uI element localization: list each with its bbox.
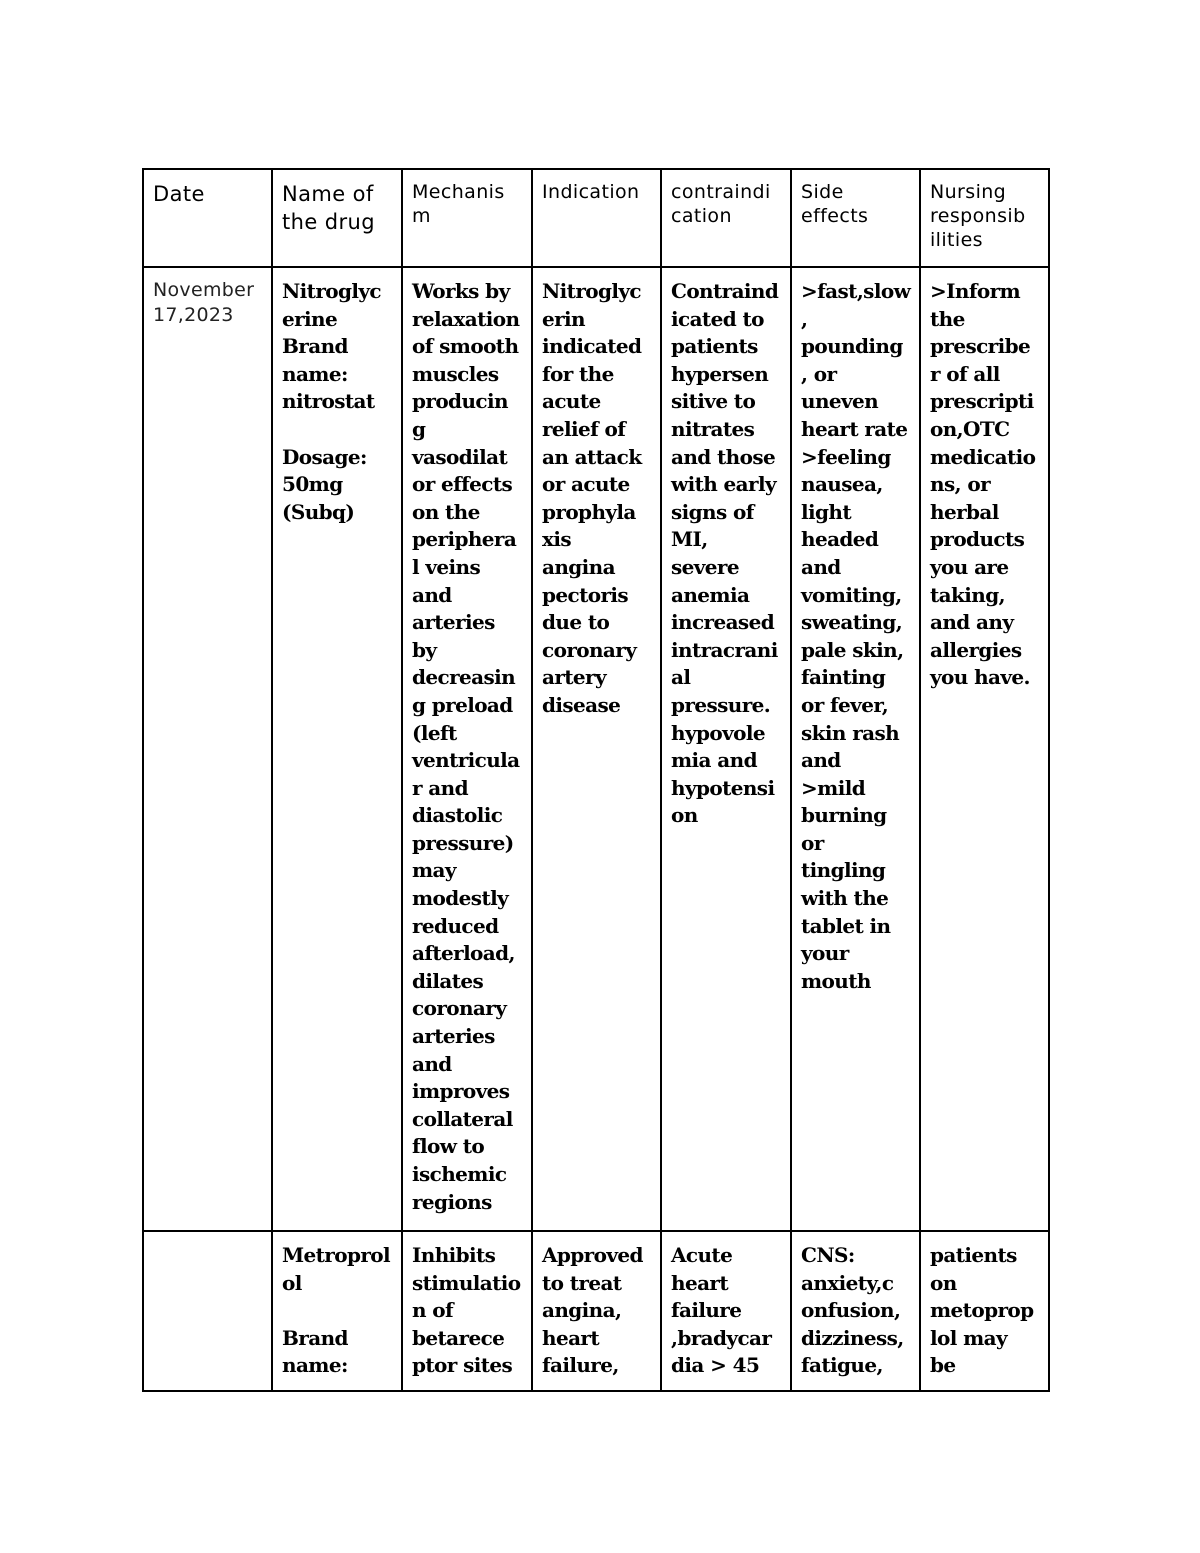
cell-mechanism [402, 267, 532, 1231]
cell-contraindication [661, 267, 791, 1231]
header-cell-indication [532, 169, 661, 267]
indication-text: Nitroglyc erin indicated for the acute relief of an attack or acute prophyla xis angina pectoris due to coronary artery disease [542, 279, 642, 717]
cell-indication [532, 267, 661, 1231]
nursing-text: >Inform the prescribe r of all prescripti on,OTC medicatio ns, or herbal products you are taking, and any allergies you have. [930, 279, 1036, 690]
drug-study-table [142, 168, 1050, 1392]
mechanism-text: Works by relaxation of smooth muscles producin g vasodilat or effects on the periphera l veins and arteries by decreasin g preload (left ventricula r and diastolic pressure) may modestly reduced afterload, dilates coronary arteries and improves collateral flow to ischemic regions [412, 279, 520, 1214]
cell-side-effects [791, 267, 920, 1231]
header-cell-date [143, 169, 272, 267]
header-cell-mechanism [402, 169, 532, 267]
cell-nursing [920, 1231, 1049, 1391]
table-row [143, 1231, 1049, 1391]
cell-indication [532, 1231, 661, 1391]
header-drug-name-label: Name of the drug [282, 182, 375, 234]
side-effects-text: >fast,slow , pounding , or uneven heart rate >feeling nausea, light headed and vomiting, sweating, pale skin, fainting or fever, skin rash and >mild burning or tingling with the tablet in your mouth [801, 279, 911, 993]
cell-date [143, 1231, 272, 1391]
cell-date [143, 267, 272, 1231]
cell-drug-name [272, 1231, 402, 1391]
header-cell-drug-name [272, 169, 402, 267]
cell-nursing [920, 267, 1049, 1231]
nursing-text: patients on metoprop lol may be [930, 1243, 1034, 1378]
cell-contraindication [661, 1231, 791, 1391]
contraindication-text: Contraind icated to patients hypersen sitive to nitrates and those with early signs of MI, severe anemia increased intracrani al pressure. hypovole mia and hypotensi on [671, 279, 779, 828]
header-indication-label: Indication [542, 181, 640, 203]
header-cell-nursing [920, 169, 1049, 267]
header-nursing-label: Nursing responsib ilities [930, 181, 1026, 251]
header-mechanism-label: Mechanis m [412, 181, 505, 227]
contraindication-text: Acute heart failure ,bradycar dia > 45 [671, 1243, 772, 1378]
header-cell-contraindication [661, 169, 791, 267]
header-cell-side-effects [791, 169, 920, 267]
table-header-row [143, 169, 1049, 267]
indication-text: Approved to treat angina, heart failure, [542, 1243, 643, 1378]
drug-name-text: Nitroglyc erine Brand name: nitrostat Dosage: 50mg (Subq) [282, 279, 381, 524]
date-text: November 17,2023 [153, 279, 255, 326]
drug-name-text: Metroprol ol Brand name: [282, 1243, 391, 1378]
cell-mechanism [402, 1231, 532, 1391]
side-effects-text: CNS: anxiety,c onfusion, dizziness, fatigue, [801, 1243, 904, 1378]
header-contraindication-label: contraindi cation [671, 181, 771, 227]
cell-side-effects [791, 1231, 920, 1391]
table-row [143, 267, 1049, 1231]
header-side-effects-label: Side effects [801, 181, 869, 227]
cell-drug-name [272, 267, 402, 1231]
mechanism-text: Inhibits stimulatio n of betarece ptor sites [412, 1243, 521, 1378]
header-date-label: Date [153, 182, 205, 206]
